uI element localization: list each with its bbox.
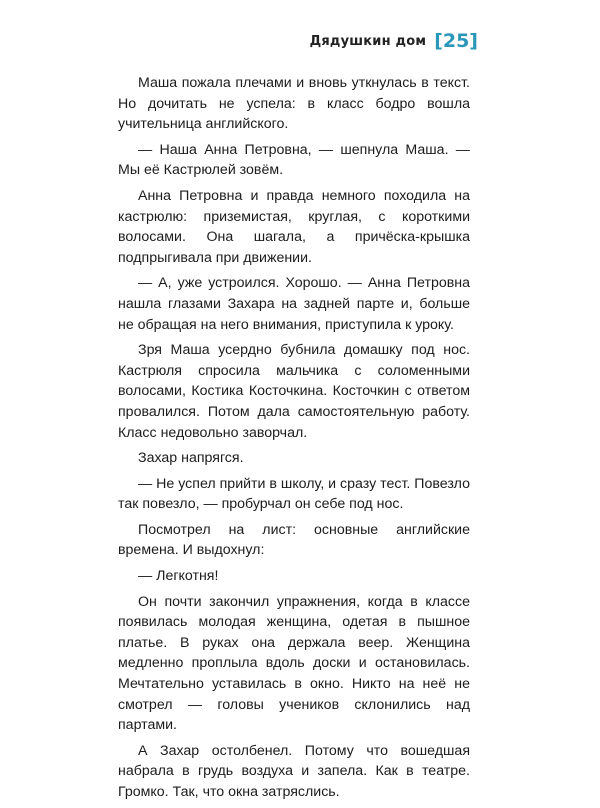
paragraph: Посмотрел на лист: основные английские времена. И выдохнул:	[118, 521, 470, 559]
page-number: [25]	[434, 30, 478, 52]
paragraph: — Наша Анна Петровна, — шепнула Маша. — Мы её Кастрюлей зовём.	[118, 141, 470, 179]
paragraph: Зря Маша усердно бубнила домашку под нос. Кастрюля спросила мальчика с соломенными волосами, Костика Косточкина. Косточкин с ответом провалился. Потом дала самостоятельную работу. Класс недовольно заворчал.	[118, 342, 470, 441]
running-header	[310, 30, 478, 52]
chapter-title: Дядушкин дом	[309, 33, 427, 49]
paragraph: А Захар остолбенел. Потому что вошедшая набрала в грудь воздуха и запела. Как в театре. Громко. Так, что окна затряслись.	[118, 742, 470, 800]
body-text	[118, 73, 470, 808]
paragraph: Маша пожала плечами и вновь уткнулась в текст. Но дочитать не успела: в класс бодро вошла учительница английского.	[118, 75, 470, 133]
paragraph: Анна Петровна и правда немного походила на кастрюлю: приземистая, круглая, с короткими волосами. Она шагала, а причёска-крышка подпрыгивала при движении.	[118, 187, 470, 266]
paragraph: Он почти закончил упражнения, когда в классе появилась молодая женщина, одетая в пышное платье. В руках она держала веер. Женщина медленно проплыла вдоль доски и остановилась. Мечтательно уставилась в окно. Никто на неё не смотрел — головы учеников склонились над партами.	[118, 593, 470, 734]
paragraph: — Легкотня!	[138, 568, 219, 585]
paragraph: — А, уже устроился. Хорошо. — Анна Петровна нашла глазами Захара на задней парте и, больше не обращая на него внимания, приступила к уроку.	[118, 275, 470, 333]
paragraph: — Не успел прийти в школу, и сразу тест. Повезло так повезло, — пробурчал он себе под нос.	[118, 475, 470, 513]
paragraph: Захар напрягся.	[138, 450, 244, 467]
